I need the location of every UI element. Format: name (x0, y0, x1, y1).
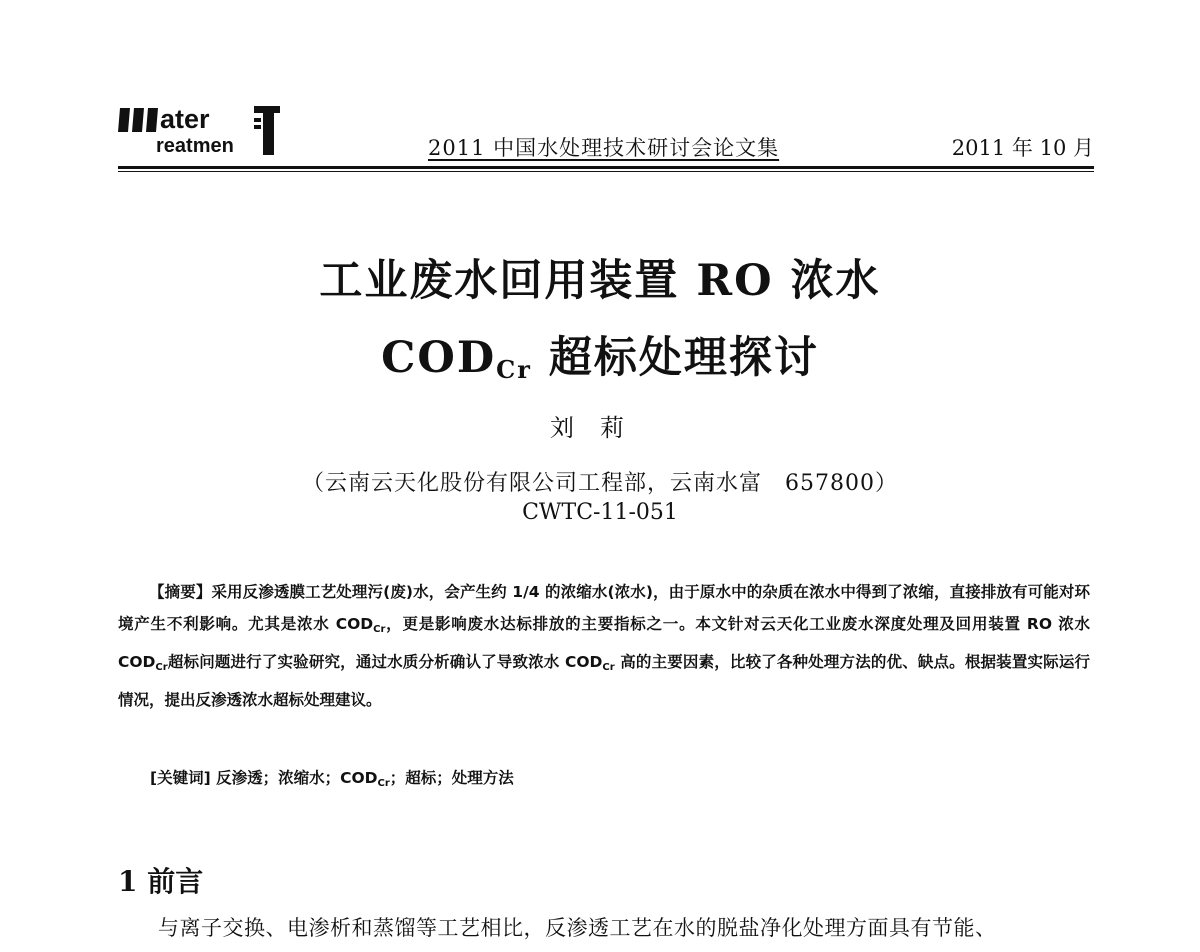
abstract-label: 【摘要】 (149, 583, 212, 601)
author-affiliation: （云南云天化股份有限公司工程部，云南水富 657800） (302, 471, 898, 496)
conference-title: 2011 中国水处理技术研讨会论文集 (428, 136, 780, 160)
abstract-paragraph: 【摘要】采用反渗透膜工艺处理污(废)水，会产生约 1/4 的浓缩水(浓水)，由于原水中的杂质在浓水中得到了浓缩，直接排放有可能对环境产生不利影响。尤其是浓水 $COD_{Cr}$，更是影响废水达标排放的主要指标之一。本文针对云天化工业废水深度处理及回用装置 RO 浓水 $COD_{Cr}$超标问题进行了实验研究，通过水质分析确认了导致浓水 $COD_{Cr}$ 高的主要因素，比较了各种处理方法的优、缺点。根据装置实际运行情况，提出反渗透浓水超标处理建议。 (118, 583, 1090, 709)
header-rule-thick (118, 166, 1094, 169)
paper-title-line2: $COD_{Cr}$ 超标处理探讨 (381, 333, 819, 384)
header-date: 2011 年 10 月 (951, 136, 1094, 160)
paper-code: CWTC-11-051 (522, 500, 678, 525)
section-heading: 1 前言 (118, 865, 204, 898)
running-header (118, 100, 1094, 170)
water-treatment-logo (118, 100, 288, 160)
logo-word-treatment: reatmen (156, 135, 234, 157)
header-rule-thin (118, 171, 1094, 172)
keywords-line: [关键词] 反渗透；浓缩水；$COD_{Cr}$；超标；处理方法 (150, 769, 514, 789)
keywords-label: [关键词] (150, 769, 211, 787)
body-paragraph: 与离子交换、电渗析和蒸馏等工艺相比，反渗透工艺在水的脱盐净化处理方面具有节能、 (158, 916, 997, 940)
author-name: 刘莉 (550, 414, 650, 442)
paper-title-line1: 工业废水回用装置 RO 浓水 (319, 256, 881, 306)
logo-word-water: ater (160, 104, 210, 134)
